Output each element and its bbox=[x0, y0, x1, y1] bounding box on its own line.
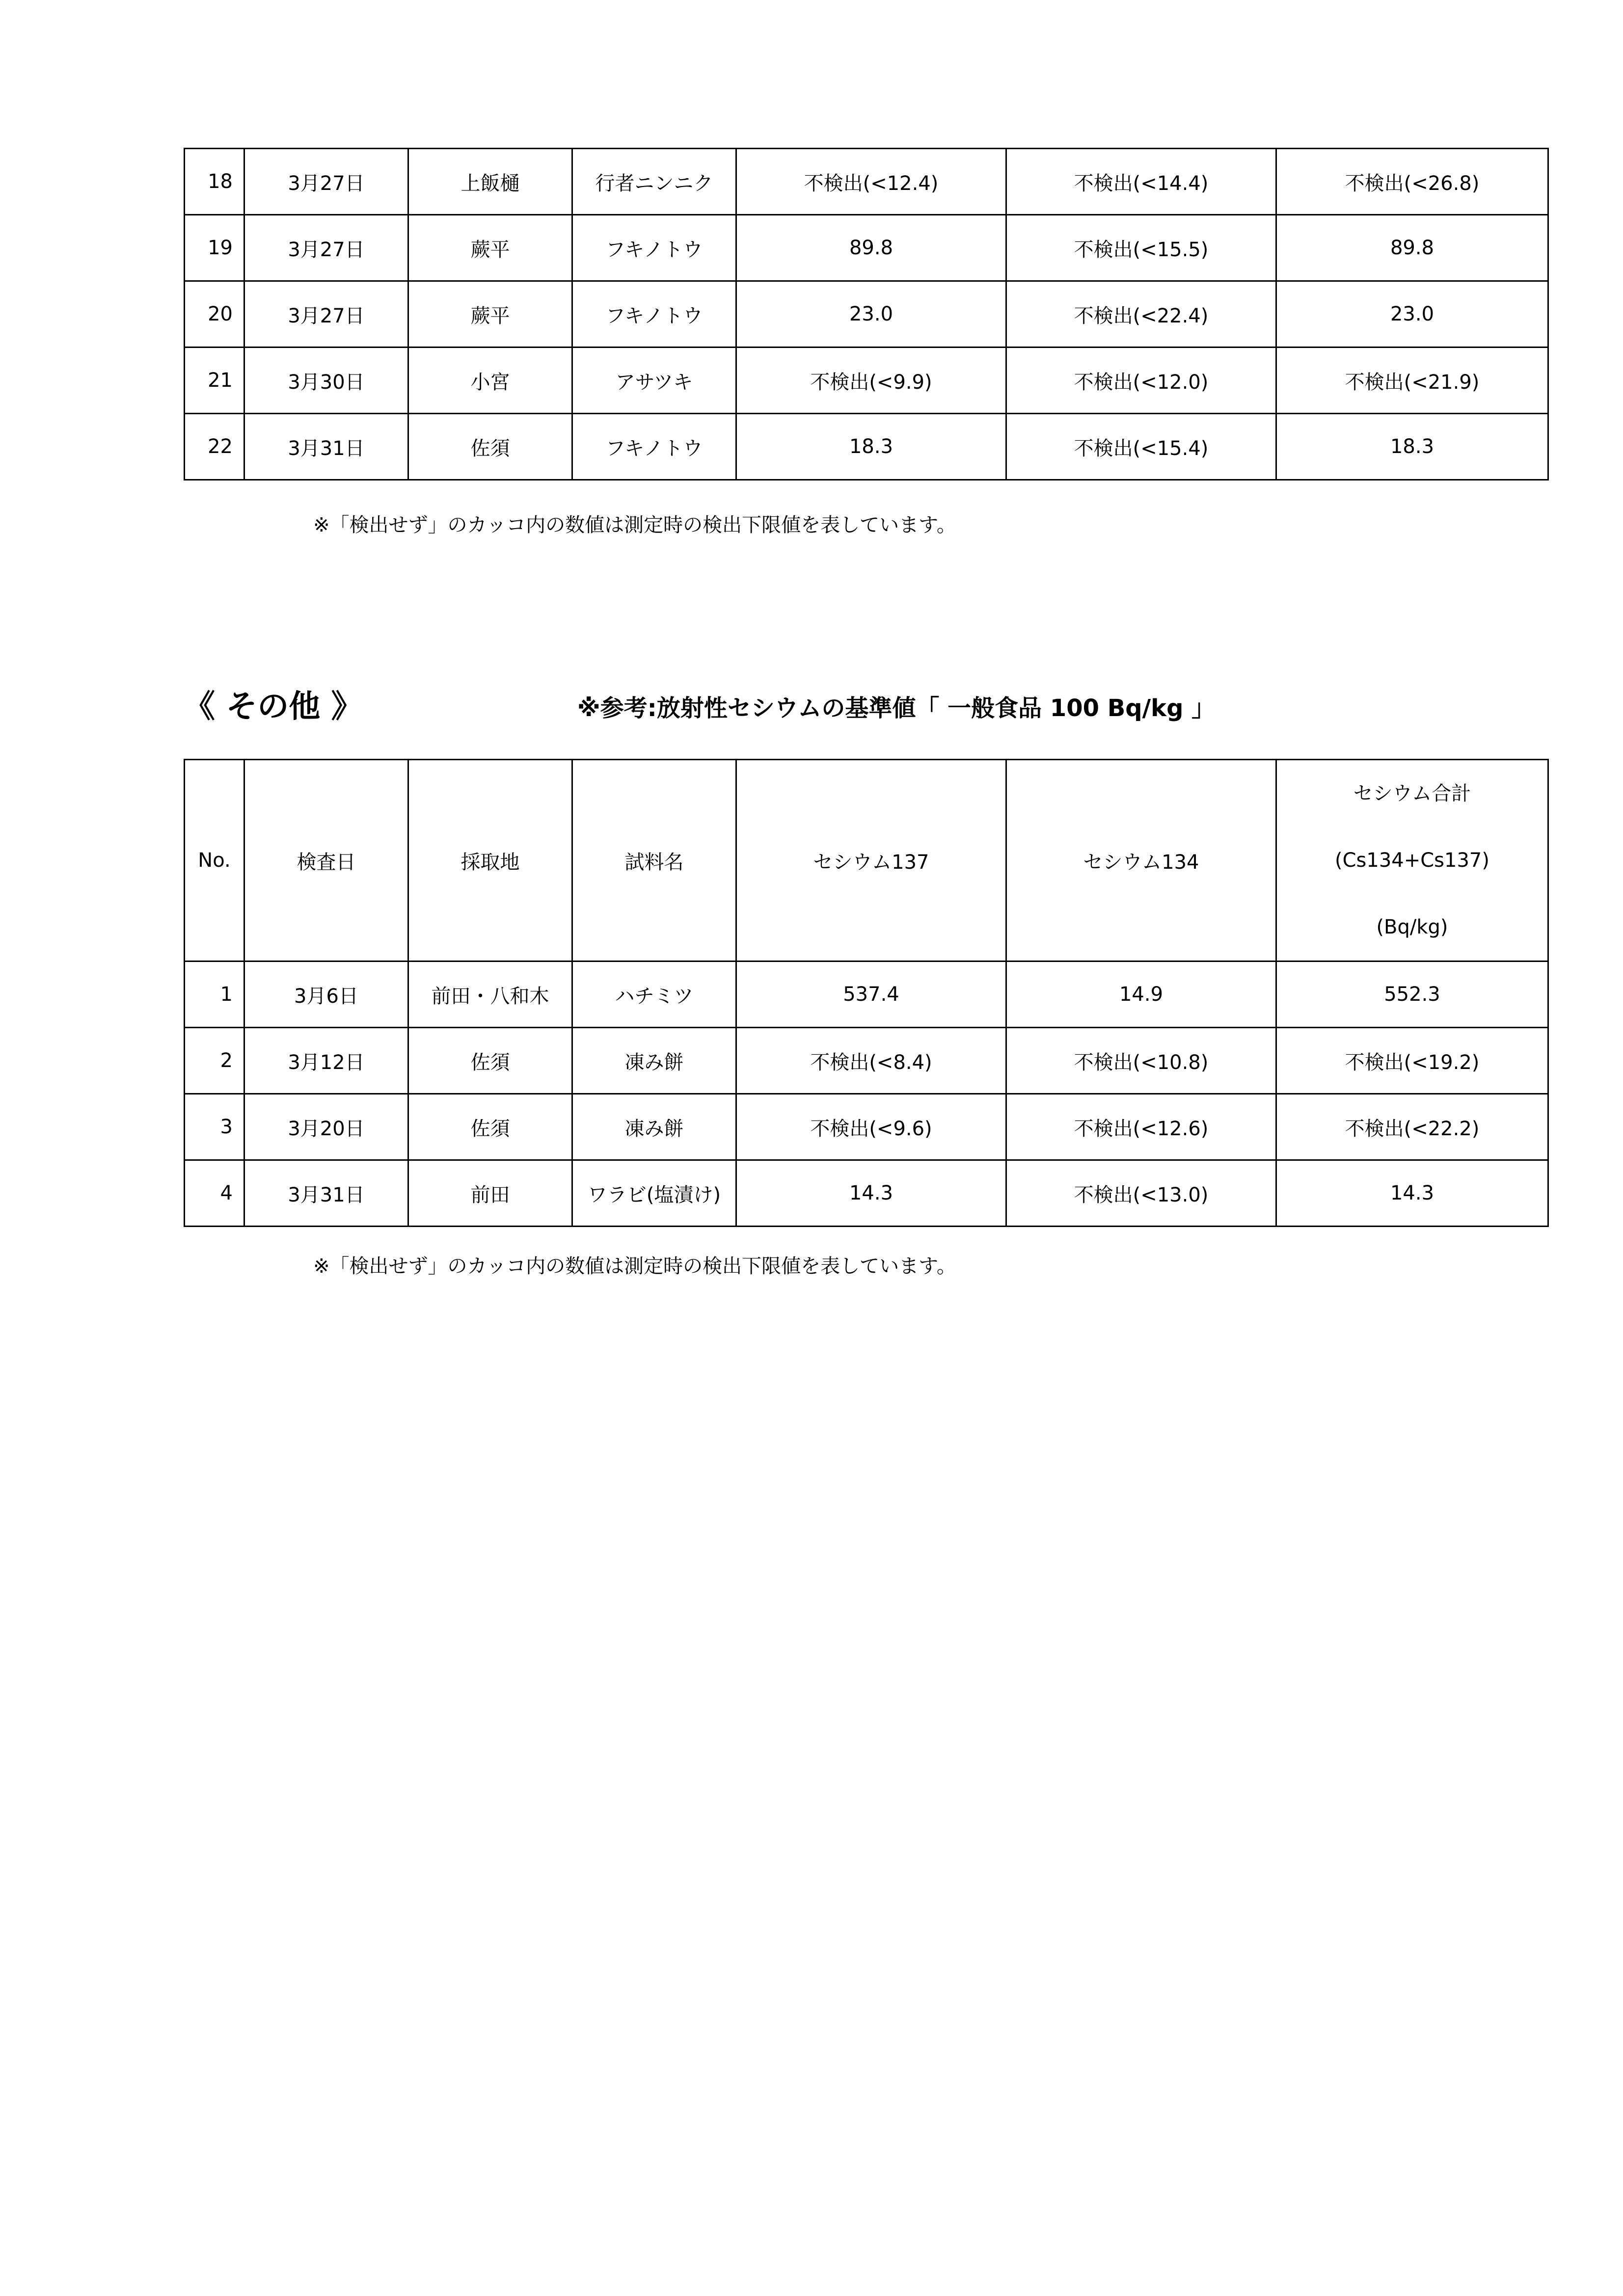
cell-sample: 凍み餅 bbox=[572, 1028, 736, 1094]
table-row bbox=[185, 1094, 1548, 1160]
cell-no: 19 bbox=[185, 215, 244, 281]
cell-place: 佐須 bbox=[408, 414, 572, 480]
cell-sample: フキノトウ bbox=[572, 215, 736, 281]
cell-total: 不検出(<26.8) bbox=[1276, 149, 1548, 215]
table-row bbox=[185, 1160, 1548, 1227]
cell-total: 18.3 bbox=[1276, 414, 1548, 480]
cell-sample: ワラビ(塩漬け) bbox=[572, 1160, 736, 1227]
cell-place: 蕨平 bbox=[408, 281, 572, 347]
cell-cs137: 不検出(<12.4) bbox=[736, 149, 1006, 215]
table-row bbox=[185, 347, 1548, 414]
cell-date: 3月27日 bbox=[244, 149, 408, 215]
cell-cs137: 不検出(<9.6) bbox=[736, 1094, 1006, 1160]
cell-date: 3月31日 bbox=[244, 414, 408, 480]
cell-date: 3月31日 bbox=[244, 1160, 408, 1227]
cell-sample: ハチミツ bbox=[572, 961, 736, 1028]
cell-cs137: 14.3 bbox=[736, 1160, 1006, 1227]
cell-total: 不検出(<21.9) bbox=[1276, 347, 1548, 414]
cell-cs134: 不検出(<12.0) bbox=[1006, 347, 1276, 414]
cell-cs137: 18.3 bbox=[736, 414, 1006, 480]
cell-cs134: 不検出(<13.0) bbox=[1006, 1160, 1276, 1227]
cell-total: 89.8 bbox=[1276, 215, 1548, 281]
cell-total: 14.3 bbox=[1276, 1160, 1548, 1227]
table-row bbox=[185, 281, 1548, 347]
cell-sample: フキノトウ bbox=[572, 414, 736, 480]
table-row bbox=[185, 1028, 1548, 1094]
cell-cs137: 23.0 bbox=[736, 281, 1006, 347]
cell-cs134: 不検出(<15.5) bbox=[1006, 215, 1276, 281]
cell-place: 上飯樋 bbox=[408, 149, 572, 215]
section-title: 《 その他 》 bbox=[184, 689, 363, 725]
cell-no: 18 bbox=[185, 149, 244, 215]
header-sample: 試料名 bbox=[572, 760, 736, 961]
cell-total: 不検出(<22.2) bbox=[1276, 1094, 1548, 1160]
cell-total: 552.3 bbox=[1276, 961, 1548, 1028]
header-cs134: セシウム134 bbox=[1006, 760, 1276, 961]
detection-limit-note: ※「検出せず」のカッコ内の数値は測定時の検出下限値を表しています。 bbox=[313, 514, 956, 536]
results-table-other bbox=[184, 759, 1549, 1227]
cell-date: 3月12日 bbox=[244, 1028, 408, 1094]
header-total-unit: (Bq/kg) bbox=[1376, 916, 1448, 938]
header-place: 採取地 bbox=[408, 760, 572, 961]
cell-no: 3 bbox=[185, 1094, 244, 1160]
cell-cs134: 14.9 bbox=[1006, 961, 1276, 1028]
cell-date: 3月27日 bbox=[244, 281, 408, 347]
cell-date: 3月6日 bbox=[244, 961, 408, 1028]
header-no: No. bbox=[185, 760, 244, 961]
header-total-formula: (Cs134+Cs137) bbox=[1335, 849, 1489, 872]
cell-place: 小宮 bbox=[408, 347, 572, 414]
table-row bbox=[185, 149, 1548, 215]
reference-standard: ※参考:放射性セシウムの基準値「 一般食品 100 Bq/kg 」 bbox=[577, 694, 1216, 722]
cell-no: 21 bbox=[185, 347, 244, 414]
cell-cs137: 不検出(<9.9) bbox=[736, 347, 1006, 414]
cell-date: 3月30日 bbox=[244, 347, 408, 414]
cell-date: 3月20日 bbox=[244, 1094, 408, 1160]
header-total bbox=[1276, 760, 1548, 961]
cell-no: 2 bbox=[185, 1028, 244, 1094]
cell-place: 前田・八和木 bbox=[408, 961, 572, 1028]
cell-sample: 行者ニンニク bbox=[572, 149, 736, 215]
table-header-row bbox=[185, 760, 1548, 961]
table-row bbox=[185, 215, 1548, 281]
cell-date: 3月27日 bbox=[244, 215, 408, 281]
cell-no: 22 bbox=[185, 414, 244, 480]
cell-sample: 凍み餅 bbox=[572, 1094, 736, 1160]
cell-sample: アサツキ bbox=[572, 347, 736, 414]
cell-total: 不検出(<19.2) bbox=[1276, 1028, 1548, 1094]
cell-total: 23.0 bbox=[1276, 281, 1548, 347]
header-total-title: セシウム合計 bbox=[1353, 782, 1471, 805]
cell-place: 蕨平 bbox=[408, 215, 572, 281]
cell-cs134: 不検出(<12.6) bbox=[1006, 1094, 1276, 1160]
cell-place: 佐須 bbox=[408, 1028, 572, 1094]
cell-cs134: 不検出(<15.4) bbox=[1006, 414, 1276, 480]
cell-no: 20 bbox=[185, 281, 244, 347]
table-row bbox=[185, 414, 1548, 480]
cell-place: 佐須 bbox=[408, 1094, 572, 1160]
cell-cs134: 不検出(<10.8) bbox=[1006, 1028, 1276, 1094]
cell-cs134: 不検出(<14.4) bbox=[1006, 149, 1276, 215]
cell-sample: フキノトウ bbox=[572, 281, 736, 347]
cell-cs137: 537.4 bbox=[736, 961, 1006, 1028]
cell-cs137: 89.8 bbox=[736, 215, 1006, 281]
header-cs137: セシウム137 bbox=[736, 760, 1006, 961]
cell-no: 1 bbox=[185, 961, 244, 1028]
results-table-vegetables bbox=[184, 148, 1549, 481]
table-row bbox=[185, 961, 1548, 1028]
cell-place: 前田 bbox=[408, 1160, 572, 1227]
cell-cs137: 不検出(<8.4) bbox=[736, 1028, 1006, 1094]
detection-limit-note: ※「検出せず」のカッコ内の数値は測定時の検出下限値を表しています。 bbox=[313, 1255, 956, 1278]
header-date: 検査日 bbox=[244, 760, 408, 961]
cell-cs134: 不検出(<22.4) bbox=[1006, 281, 1276, 347]
cell-no: 4 bbox=[185, 1160, 244, 1227]
